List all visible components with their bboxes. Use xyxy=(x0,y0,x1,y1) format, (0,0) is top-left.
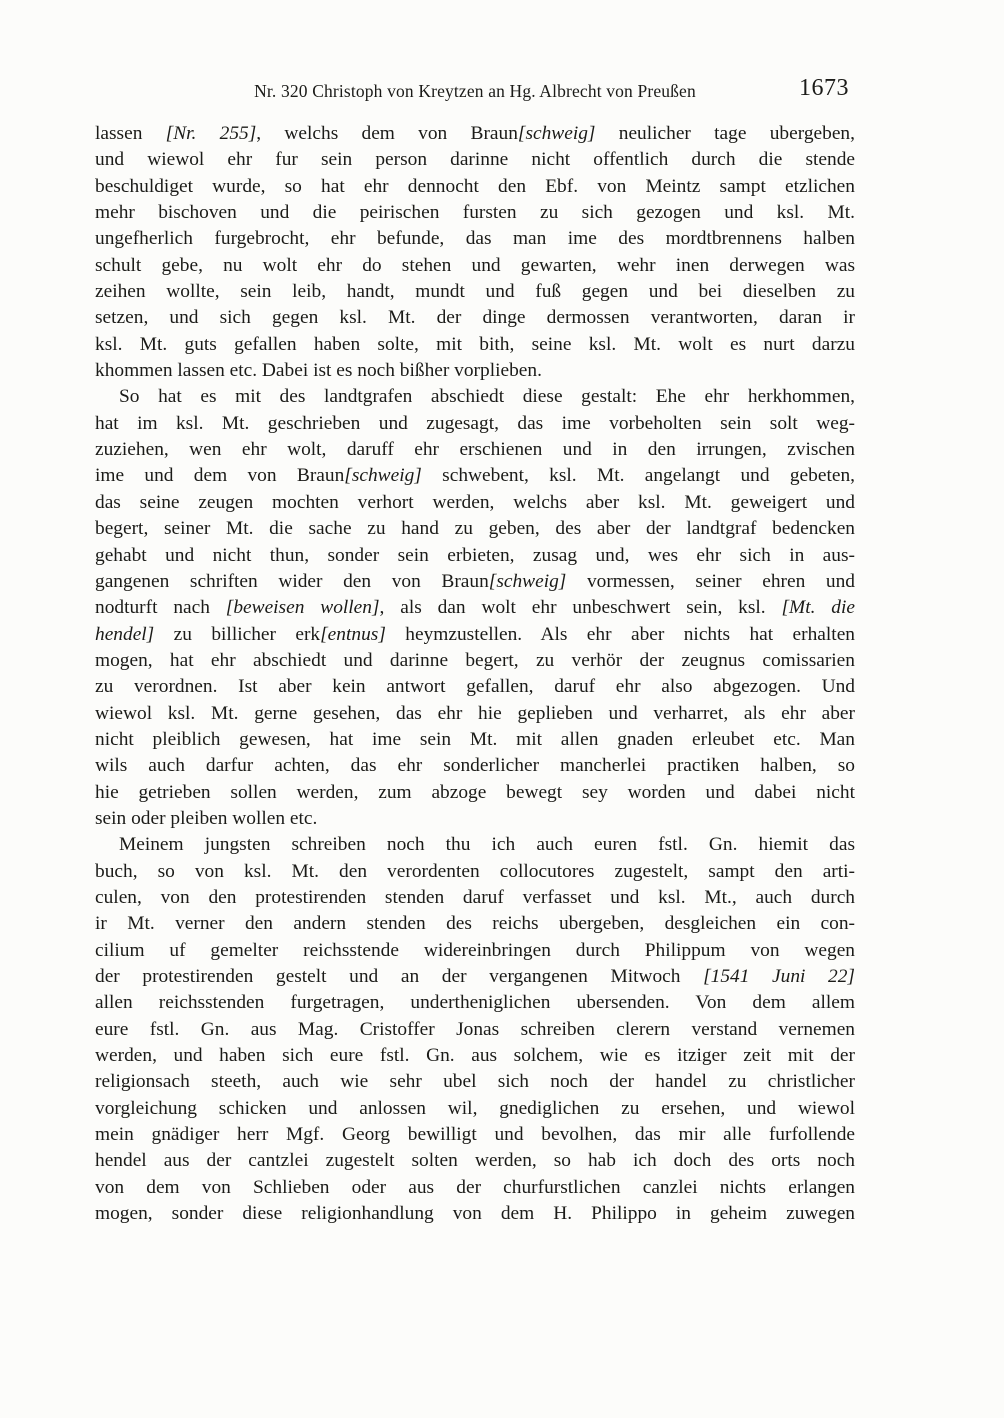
text-line xyxy=(95,674,855,700)
text-segment: Meinem jungsten schreiben noch thu ich auch euren fstl. Gn. hiemit das xyxy=(119,834,855,856)
text-line xyxy=(95,1017,855,1043)
text-segment: sein oder pleiben wollen etc. xyxy=(95,807,318,829)
text-line xyxy=(95,463,855,489)
text-segment: eure fstl. Gn. aus Mag. Cristoffer Jonas schreiben clerern verstand vernemen xyxy=(95,1018,855,1040)
text-line xyxy=(95,490,855,516)
text-segment: neulicher tage ubergeben, xyxy=(595,123,855,144)
text-segment: wiewol ksl. Mt. gerne gesehen, das ehr hie geplieben und verharret, als ehr aber xyxy=(95,702,855,724)
text-segment: allen reichsstenden furgetragen, undertheniglichen ubersenden. Von dem allem xyxy=(95,992,855,1014)
text-line xyxy=(95,147,855,173)
text-segment: ungefherlich furgebrocht, ehr befunde, das man ime des mordtbrennens halben xyxy=(95,228,855,250)
text-segment-italic: [schweig] xyxy=(488,570,567,592)
text-segment: schult gebe, nu wolt ehr do stehen und gewarten, wehr inen derwegen was xyxy=(95,254,855,276)
text-segment: wils auch darfur achten, das ehr sonderlicher mancherlei practiken halben, so xyxy=(95,755,855,777)
text-line xyxy=(95,885,855,911)
page-number: 1673 xyxy=(799,75,849,101)
text-line xyxy=(95,332,855,358)
text-segment: mogen, hat ehr abschiedt und darinne begert, zu verhör der zeugnus comissarien xyxy=(95,649,855,671)
text-line xyxy=(95,1096,855,1122)
text-line xyxy=(95,859,855,885)
text-segment-italic: hendel] xyxy=(95,623,155,645)
text-line xyxy=(95,358,855,384)
text-line xyxy=(95,1122,855,1148)
text-line xyxy=(95,384,855,410)
text-line xyxy=(95,1043,855,1069)
text-segment: zeihen wollte, sein leib, handt, mundt und fuß gegen und bei dieselben zu xyxy=(95,281,855,303)
text-line xyxy=(95,1069,855,1095)
text-segment: von dem von Schlieben oder aus der churfurstlichen canzlei nichts erlangen xyxy=(95,1176,855,1198)
text-body xyxy=(95,121,855,1227)
text-segment: nicht pleiblich gewesen, hat ime sein Mt. mit allen gnaden erleubet etc. Man xyxy=(95,728,855,750)
text-segment: So hat es mit des landtgrafen abschiedt diese gestalt: Ehe ehr herkhommen, xyxy=(119,386,855,408)
text-segment: mehr bischoven und die peirischen fursten zu sich gezogen und ksl. Mt. xyxy=(95,202,855,224)
text-line xyxy=(95,543,855,569)
text-line xyxy=(95,253,855,279)
text-line xyxy=(95,911,855,937)
text-line xyxy=(95,1175,855,1201)
text-segment: hendel aus der cantzlei zugestelt solten werden, so hab ich doch des orts noch xyxy=(95,1150,855,1172)
text-segment: der protestirenden gestelt und an der vergangenen Mitwoch xyxy=(95,966,704,987)
text-segment-italic: [Nr. 255] xyxy=(165,123,257,144)
text-line xyxy=(95,595,855,621)
text-line xyxy=(95,279,855,305)
text-segment: gehabt und nicht thun, sonder sein erbieten, zusag und, wes ehr sich in aus- xyxy=(95,544,855,566)
text-line xyxy=(95,305,855,331)
text-line xyxy=(95,964,855,990)
text-segment: heymzustellen. Als ehr aber nichts hat erhalten xyxy=(385,623,855,645)
text-segment: vormessen, seiner ehren und xyxy=(566,570,855,592)
text-segment: hat im ksl. Mt. geschrieben und zugesagt, das ime vorbeholten sein solt weg- xyxy=(95,412,855,434)
text-segment: hie getrieben sollen werden, zum abzoge bewegt sey worden und dabei nicht xyxy=(95,781,855,803)
text-segment: ime und dem von Braun xyxy=(95,465,345,487)
text-line xyxy=(95,411,855,437)
text-segment: khommen lassen etc. Dabei ist es noch bißher vorplieben. xyxy=(95,360,542,382)
text-segment: buch, so von ksl. Mt. den verordenten collocutores zugestelt, sampt den arti- xyxy=(95,860,855,882)
text-segment-italic: [schweig] xyxy=(344,465,422,487)
page-header xyxy=(95,75,855,110)
text-line xyxy=(95,701,855,727)
text-segment: zuziehen, wen ehr wolt, daruff ehr erschienen und in den irrungen, zvischen xyxy=(95,439,855,461)
text-line xyxy=(95,990,855,1016)
text-segment: zu verordnen. Ist aber kein antwort gefallen, daruf ehr also abgezogen. Und xyxy=(95,676,855,698)
text-segment: begert, seiner Mt. die sache zu hand zu geben, des aber der landtgraf bedencken xyxy=(95,518,855,540)
text-segment-italic: [schweig] xyxy=(517,123,596,144)
text-segment: , als dan wolt ehr unbeschwert sein, ksl. xyxy=(379,597,782,619)
text-segment-italic: [entnus] xyxy=(320,623,386,645)
text-segment: schwebent, ksl. Mt. angelangt und gebeten, xyxy=(421,465,855,487)
text-line xyxy=(95,648,855,674)
text-segment: werden, und haben sich eure fstl. Gn. aus solchem, wie es itziger zeit mit der xyxy=(95,1045,855,1067)
text-line xyxy=(95,226,855,252)
text-segment: ksl. Mt. guts gefallen haben solte, mit bith, seine ksl. Mt. wolt es nurt darzu xyxy=(95,333,855,355)
text-line xyxy=(95,938,855,964)
text-segment: gangenen schriften wider den von Braun xyxy=(95,570,489,592)
text-segment-italic: [beweisen wollen] xyxy=(225,597,380,619)
text-line xyxy=(95,1201,855,1227)
text-line xyxy=(95,200,855,226)
text-segment: mein gnädiger herr Mgf. Georg bewilligt und bevolhen, das mir alle furfollende xyxy=(95,1124,855,1146)
text-line xyxy=(95,121,855,147)
running-title: Nr. 320 Christoph von Kreytzen an Hg. Albrecht von Preußen xyxy=(254,81,696,101)
text-line xyxy=(95,780,855,806)
text-segment: lassen xyxy=(95,123,166,144)
text-segment: setzen, und sich gegen ksl. Mt. der dinge dermossen verantworten, daran ir xyxy=(95,307,855,329)
text-segment: und wiewol ehr fur sein person darinne nicht offentlich durch die stende xyxy=(95,149,855,171)
text-segment-italic: [1541 Juni 22] xyxy=(703,966,855,987)
text-line xyxy=(95,622,855,648)
text-segment: beschuldiget wurde, so hat ehr dennocht den Ebf. von Meintz sampt etzlichen xyxy=(95,175,855,197)
text-segment: das seine zeugen mochten verhort werden, welchs aber ksl. Mt. geweigert und xyxy=(95,491,855,513)
text-segment-italic: [Mt. die xyxy=(781,597,855,619)
text-segment: religionsach steeth, auch wie sehr ubel sich noch der handel zu christlicher xyxy=(95,1071,855,1093)
text-segment: nodturft nach xyxy=(95,597,226,619)
text-segment: zu billicher erk xyxy=(154,623,321,645)
text-line xyxy=(95,753,855,779)
text-segment: , welchs dem von Braun xyxy=(256,123,518,144)
text-segment: mogen, sonder diese religionhandlung von dem H. Philippo in geheim zuwegen xyxy=(95,1203,855,1225)
text-segment: vorgleichung schicken und anlossen wil, gnediglichen zu ersehen, und wiewol xyxy=(95,1097,855,1119)
text-line xyxy=(95,727,855,753)
text-segment: ir Mt. verner den andern stenden des reichs ubergeben, desgleichen ein con- xyxy=(95,913,855,935)
text-line xyxy=(95,437,855,463)
text-line xyxy=(95,569,855,595)
text-line xyxy=(95,516,855,542)
text-line xyxy=(95,832,855,858)
text-segment: cilium uf gemelter reichsstende widereinbringen durch Philippum von wegen xyxy=(95,939,855,961)
text-line xyxy=(95,174,855,200)
text-line xyxy=(95,806,855,832)
text-line xyxy=(95,1148,855,1174)
text-segment: culen, von den protestirenden stenden daruf verfasset und ksl. Mt., auch durch xyxy=(95,886,855,908)
